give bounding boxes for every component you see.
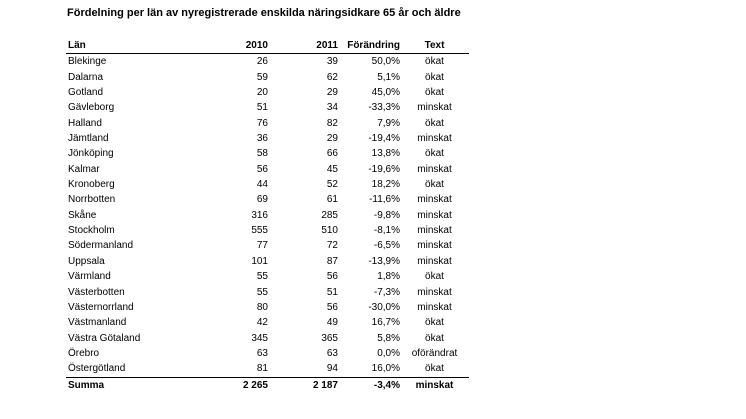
table-row [66, 192, 469, 207]
cell-change: -6,5% [373, 240, 400, 252]
summary-text: minskat [400, 377, 469, 393]
cell-lan: Västerbotten [68, 286, 125, 298]
summary-row [66, 377, 469, 393]
summary-2010: 2 265 [202, 377, 268, 393]
cell-change: -7,3% [373, 286, 400, 298]
cell-2011: 45 [326, 163, 338, 175]
page-title: Fördelning per län av nyregistrerade enskilda näringsidkare 65 år och äldre [67, 7, 461, 19]
cell-2010: 316 [251, 209, 268, 221]
cell-lan: Örebro [68, 347, 100, 359]
table-row [66, 208, 469, 223]
cell-change: -30,0% [368, 301, 400, 313]
cell-2011: 56 [326, 301, 338, 313]
cell-lan: Värmland [68, 271, 111, 283]
cell-2010: 345 [251, 332, 268, 344]
cell-2010: 55 [256, 271, 268, 283]
cell-2011: 66 [326, 148, 338, 160]
cell-2011: 29 [326, 133, 338, 145]
cell-2011: 29 [326, 87, 338, 99]
cell-2010: 555 [251, 225, 268, 237]
cell-2010: 76 [256, 117, 268, 129]
cell-2010: 51 [256, 102, 268, 114]
cell-change: 5,1% [377, 71, 400, 83]
table-row [66, 331, 469, 346]
header-text: Text [400, 38, 469, 54]
cell-2010: 77 [256, 240, 268, 252]
cell-text: minskat [417, 301, 452, 313]
cell-text: ökat [425, 317, 444, 329]
table-body [66, 54, 469, 377]
cell-lan: Halland [68, 117, 102, 129]
cell-text: ökat [425, 179, 444, 191]
table-header-row [66, 38, 469, 54]
cell-2011: 365 [321, 332, 338, 344]
cell-text: minskat [417, 102, 452, 114]
cell-change: 1,8% [377, 271, 400, 283]
cell-2011: 52 [326, 179, 338, 191]
cell-2010: 20 [256, 87, 268, 99]
cell-lan: Västernorrland [68, 301, 134, 313]
cell-2010: 101 [251, 255, 268, 267]
cell-text: minskat [417, 255, 452, 267]
cell-text: ökat [425, 71, 444, 83]
cell-lan: Jämtland [68, 133, 109, 145]
table-row [66, 162, 469, 177]
cell-lan: Kronoberg [68, 179, 115, 191]
cell-text: ökat [425, 271, 444, 283]
cell-text: ökat [425, 363, 444, 375]
table-row [66, 269, 469, 284]
data-table [66, 38, 469, 393]
cell-lan: Östergötland [68, 363, 126, 375]
cell-2010: 55 [256, 286, 268, 298]
cell-change: -33,3% [368, 102, 400, 114]
cell-2011: 51 [326, 286, 338, 298]
cell-change: 50,0% [371, 56, 400, 68]
table-row [66, 70, 469, 85]
header-change: Förändring [338, 38, 400, 54]
cell-change: 45,0% [371, 87, 400, 99]
cell-2011: 34 [326, 102, 338, 114]
cell-2010: 80 [256, 301, 268, 313]
cell-text: minskat [417, 194, 452, 206]
cell-2010: 56 [256, 163, 268, 175]
cell-change: -13,9% [368, 255, 400, 267]
cell-text: ökat [425, 148, 444, 160]
table-row [66, 85, 469, 100]
cell-2011: 49 [326, 317, 338, 329]
cell-lan: Blekinge [68, 56, 107, 68]
table-row [66, 300, 469, 315]
cell-2010: 58 [256, 148, 268, 160]
cell-2011: 510 [321, 225, 338, 237]
table-row [66, 361, 469, 377]
header-2011: 2011 [268, 38, 338, 54]
cell-2010: 26 [256, 56, 268, 68]
cell-2010: 36 [256, 133, 268, 145]
cell-text: minskat [417, 133, 452, 145]
table-row [66, 346, 469, 361]
summary-2011: 2 187 [268, 377, 338, 393]
table-row [66, 54, 469, 70]
cell-lan: Södermanland [68, 240, 134, 252]
cell-text: minskat [417, 225, 452, 237]
cell-text: minskat [417, 163, 452, 175]
cell-text: ökat [425, 117, 444, 129]
cell-lan: Västmanland [68, 317, 127, 329]
table-row [66, 131, 469, 146]
cell-change: -9,8% [373, 209, 400, 221]
cell-text: ökat [425, 332, 444, 344]
table-row [66, 100, 469, 115]
cell-change: -19,4% [368, 133, 400, 145]
cell-text: ökat [425, 56, 444, 68]
cell-lan: Uppsala [68, 255, 105, 267]
cell-lan: Västra Götaland [68, 332, 141, 344]
header-2010: 2010 [202, 38, 268, 54]
table-row [66, 254, 469, 269]
cell-change: 0,0% [377, 347, 400, 359]
cell-2011: 61 [326, 194, 338, 206]
cell-2011: 87 [326, 255, 338, 267]
cell-text: oförändrat [411, 347, 458, 359]
cell-change: -8,1% [373, 225, 400, 237]
cell-lan: Jönköping [68, 148, 114, 160]
cell-2011: 94 [326, 363, 338, 375]
cell-text: minskat [417, 240, 452, 252]
cell-2011: 82 [326, 117, 338, 129]
cell-2010: 59 [256, 71, 268, 83]
cell-2010: 81 [256, 363, 268, 375]
cell-change: 16,0% [371, 363, 400, 375]
cell-2010: 44 [256, 179, 268, 191]
table-row [66, 315, 469, 330]
header-lan: Län [66, 38, 202, 54]
table-row [66, 116, 469, 131]
cell-2011: 285 [321, 209, 338, 221]
cell-2011: 39 [326, 56, 338, 68]
table-row [66, 238, 469, 253]
cell-lan: Kalmar [68, 163, 100, 175]
cell-change: 16,7% [371, 317, 400, 329]
cell-2011: 63 [326, 347, 338, 359]
cell-change: 13,8% [371, 148, 400, 160]
cell-lan: Skåne [68, 209, 97, 221]
cell-lan: Gotland [68, 87, 104, 99]
cell-change: 7,9% [377, 117, 400, 129]
cell-change: -11,6% [369, 194, 400, 206]
cell-text: minskat [417, 286, 452, 298]
summary-lan: Summa [66, 377, 202, 393]
table-row [66, 146, 469, 161]
cell-text: ökat [425, 87, 444, 99]
cell-lan: Gävleborg [68, 102, 115, 114]
cell-2010: 42 [256, 317, 268, 329]
summary-change: -3,4% [338, 377, 400, 393]
cell-2010: 63 [256, 347, 268, 359]
cell-2011: 56 [326, 271, 338, 283]
cell-change: 18,2% [371, 179, 400, 191]
cell-lan: Dalarna [68, 71, 104, 83]
cell-lan: Norrbotten [68, 194, 116, 206]
cell-2011: 72 [326, 240, 338, 252]
table-row [66, 285, 469, 300]
cell-lan: Stockholm [68, 225, 115, 237]
cell-text: minskat [417, 209, 452, 221]
table-row [66, 223, 469, 238]
table-row [66, 177, 469, 192]
cell-change: -19,6% [368, 163, 400, 175]
cell-2011: 62 [326, 71, 338, 83]
cell-2010: 69 [256, 194, 268, 206]
cell-change: 5,8% [377, 332, 400, 344]
